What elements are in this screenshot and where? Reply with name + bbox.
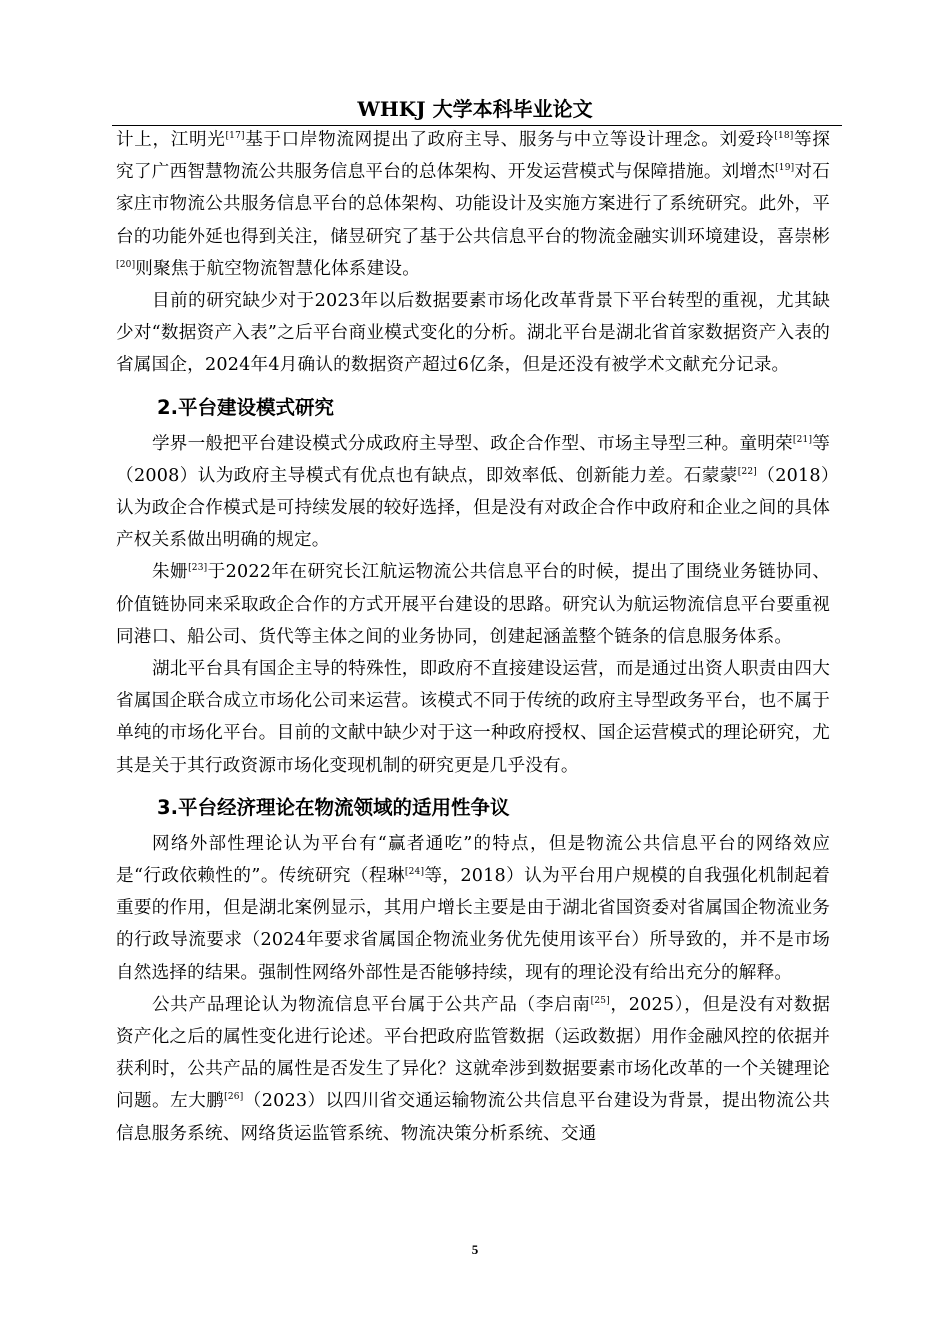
text-run: 公共产品理论认为物流信息平台属于公共产品（李启南: [152, 994, 591, 1015]
text-run: 等探究了广西智慧物流公共服务信息平台的总体架构、开发运营模式与保障措施。刘增杰: [116, 130, 831, 183]
paragraph: [116, 556, 830, 653]
text-run: （2018）认为政企合作模式是可持续发展的较好选择，但是没有对政企合作中政府和企业之间的具体产权关系做出明确的规定。: [116, 465, 830, 551]
text-run: （2023）以四川省交通运输物流公共信息平台建设为背景，提出物流公共信息服务系统、网络货运监管系统、物流决策分析系统、交通: [116, 1091, 831, 1144]
text-run: 等（2008）认为政府主导模式有优点也有缺点，即效率低、创新能力差。石蒙蒙: [116, 433, 830, 486]
citation-marker: [26]: [224, 1092, 244, 1103]
text-run: 则聚焦于航空物流智慧化体系建设。: [135, 258, 420, 279]
citation-marker: [20]: [116, 259, 136, 270]
citation-marker: [17]: [225, 131, 245, 142]
text-run: 朱姗: [152, 562, 189, 583]
text-run: 等，2018）认为平台用户规模的自我强化机制起着重要的作用，但是湖北案例显示，其用户增长主要是由于湖北省国资委对省属国企物流业务的行政导流要求（2024年要求省属国企物流业务优先使用该平台）所导致的，并不是市场自然选择的结果。强制性网络外部性是否能够持续，现有的理论没有给出充分的解释。: [116, 866, 831, 983]
text-run: ，2025），但是没有对数据资产化之后的属性变化进行论述。平台把政府监管数据（运政数据）用作金融风控的依据并获利时，公共产品的属性是否发生了异化？这就牵涉到数据要素市场化改革的一个关键理论问题。左大鹏: [116, 994, 830, 1112]
paragraph: 目前的研究缺少对于2023年以后数据要素市场化改革背景下平台转型的重视，尤其缺少对“数据资产入表”之后平台商业模式变化的分析。湖北平台是湖北省首家数据资产入表的省属国企，2024年4月确认的数据资产超过6亿条，但是还没有被学术文献充分记录。: [116, 291, 830, 376]
running-header-title: WHKJ 大学本科毕业论文: [357, 97, 593, 121]
paragraph: [116, 828, 830, 989]
section-heading: 2.平台建设模式研究: [157, 395, 334, 419]
text-run: 学界一般把平台建设模式分成政府主导型、政企合作型、市场主导型三种。童明荣: [152, 433, 793, 454]
paragraph: 湖北平台具有国企主导的特殊性，即政府不直接建设运营，而是通过出资人职责由四大省属国企联合成立市场化公司来运营。该模式不同于传统的政府主导型政务平台，也不属于单纯的市场化平台。目前的文献中缺少对于这一种政府授权、国企运营模式的理论研究，尤其是关于其行政资源市场化变现机制的研究更是几乎没有。: [116, 659, 830, 776]
section-heading: 3.平台经济理论在物流领域的适用性争议: [157, 795, 510, 819]
paragraph: [116, 989, 830, 1150]
paragraph: [116, 428, 830, 557]
page-number: 5: [471, 1242, 479, 1257]
citation-marker: [21]: [792, 434, 813, 445]
text-run: 于2022年在研究长江航运物流公共信息平台的时候，提出了围绕业务链协同、价值链协同来采取政企合作的方式开展平台建设的思路。研究认为航运物流信息平台要重视同港口、船公司、货代等主体之间的业务协同，创建起涵盖整个链条的信息服务体系。: [116, 562, 830, 647]
citation-marker: [18]: [774, 131, 794, 142]
text-run: 基于口岸物流网提出了政府主导、服务与中立等设计理念。刘爱玲: [244, 130, 775, 150]
text-run: 对石家庄市物流公共服务信息平台的总体架构、功能设计及实施方案进行了系统研究。此外，平台的功能外延也得到关注，储昱研究了基于公共信息平台的物流金融实训环境建设，喜崇彬: [116, 162, 831, 247]
citation-marker: [19]: [775, 163, 795, 174]
citation-marker: [22]: [737, 466, 758, 477]
citation-marker: [23]: [188, 563, 208, 574]
text-run: 计上，江明光: [116, 130, 226, 150]
body-text: [116, 124, 830, 1150]
citation-marker: [24]: [404, 867, 425, 878]
paragraph: [116, 124, 830, 285]
citation-marker: [25]: [590, 996, 610, 1007]
text-run: 网络外部性理论认为平台有“赢者通吃”的特点，但是物流公共信息平台的网络效应是“行政依赖性的”。传统研究（程琳: [116, 833, 830, 887]
